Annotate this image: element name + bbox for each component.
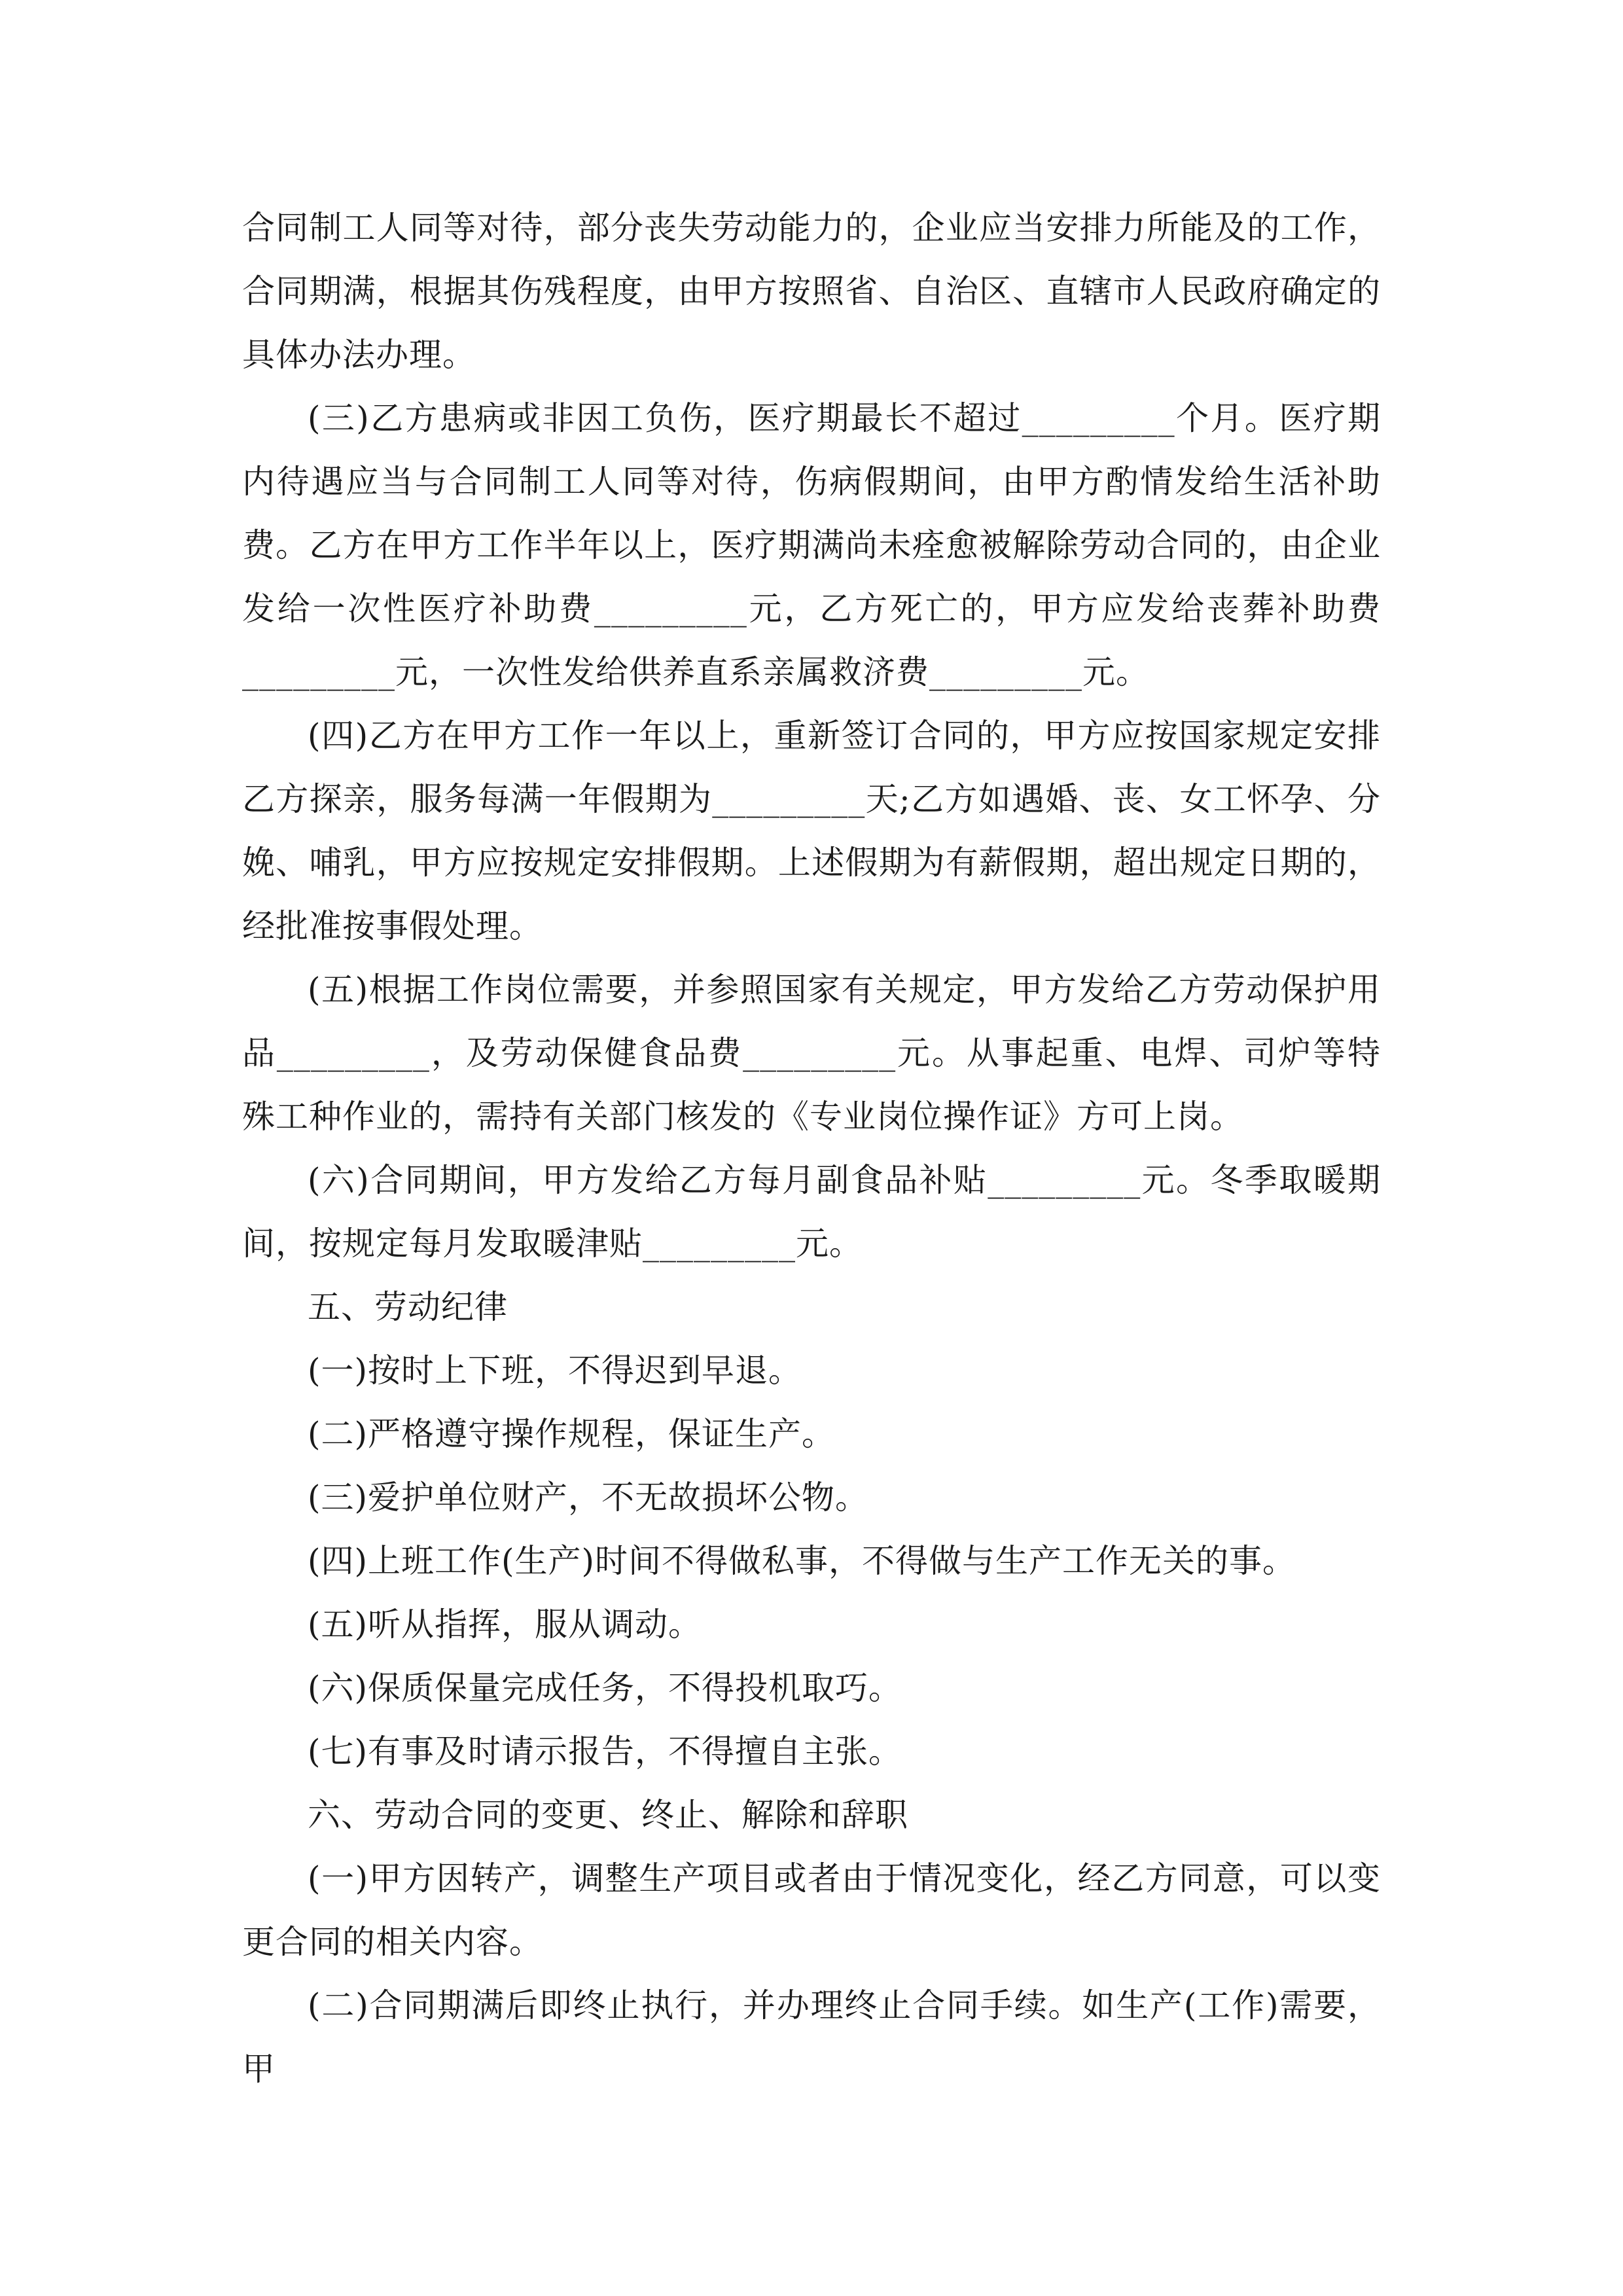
paragraph-10: (四)上班工作(生产)时间不得做私事，不得做与生产工作无关的事。	[308, 1542, 1296, 1580]
paragraph-2: (三)乙方患病或非因工负伤，医疗期最长不超过_________个月。医疗期内待遇应当与合同制工人同等对待，伤病假期间，由甲方酌情发给生活补助费。乙方在甲方工作半年以上，医疗期满尚未痊愈被解除劳动合同的，由企业发给一次性医疗补助费_________元，乙方死亡的，甲方应发给丧葬补助费_________元，一次性发给供养直系亲属救济费_________元。	[242, 399, 1381, 691]
paragraph-8: (二)严格遵守操作规程，保证生产。	[308, 1415, 836, 1453]
paragraph-13: (七)有事及时请示报告，不得擅自主张。	[308, 1732, 902, 1770]
paragraph-7: (一)按时上下班，不得迟到早退。	[308, 1352, 802, 1390]
paragraph-11: (五)听从指挥，服从调动。	[308, 1605, 702, 1643]
paragraph-15: (一)甲方因转产，调整生产项目或者由于情况变化，经乙方同意，可以变更合同的相关内容。	[242, 1859, 1381, 1961]
paragraph-16: (二)合同期满后即终止执行，并办理终止合同手续。如生产(工作)需要，甲	[242, 1986, 1381, 2088]
paragraph-3: (四)乙方在甲方工作一年以上，重新签订合同的，甲方应按国家规定安排乙方探亲，服务每满一年假期为_________天;乙方如遇婚、丧、女工怀孕、分娩、哺乳，甲方应按规定安排假期。上述假期为有薪假期，超出规定日期的，经批准按事假处理。	[242, 717, 1381, 945]
paragraph-12: (六)保质保量完成任务，不得投机取巧。	[308, 1669, 902, 1707]
section-heading-contract-change: 六、劳动合同的变更、终止、解除和辞职	[308, 1796, 908, 1834]
paragraph-1: 合同制工人同等对待，部分丧失劳动能力的，企业应当安排力所能及的工作，合同期满，根据其伤残程度，由甲方按照省、自治区、直辖市人民政府确定的具体办法办理。	[242, 209, 1381, 374]
paragraph-4: (五)根据工作岗位需要，并参照国家有关规定，甲方发给乙方劳动保护用品_________，及劳动保健食品费_________元。从事起重、电焊、司炉等特殊工种作业的，需持有关部门核发的《专业岗位操作证》方可上岗。	[242, 971, 1381, 1136]
paragraph-9: (三)爱护单位财产，不无故损坏公物。	[308, 1479, 869, 1516]
section-heading-labor-discipline: 五、劳动纪律	[308, 1288, 508, 1326]
paragraph-5: (六)合同期间，甲方发给乙方每月副食品补贴_________元。冬季取暖期间，按规定每月发取暖津贴_________元。	[242, 1161, 1381, 1263]
document-page	[242, 196, 1381, 2101]
